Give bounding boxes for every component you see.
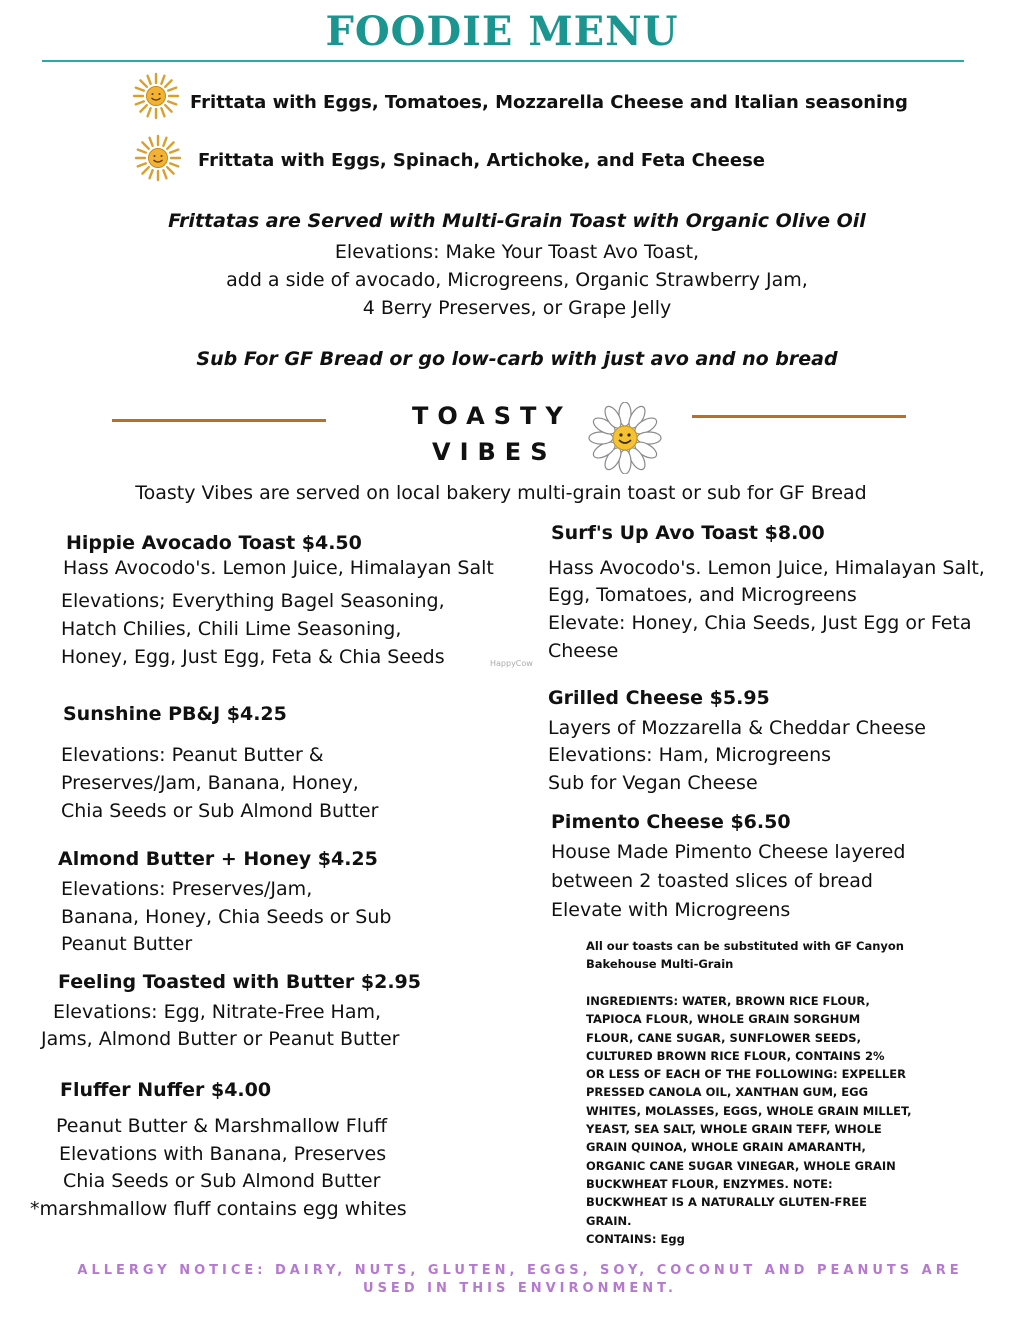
frittata-served: Frittatas are Served with Multi-Grain Toast with Organic Olive Oil [168, 210, 866, 232]
menu-title: FOODIE MENU [325, 8, 679, 55]
item-title-surfs-up: Surf's Up Avo Toast $8.00 [551, 522, 825, 544]
item-line: Cheese [548, 640, 619, 662]
item-title-almond-butter: Almond Butter + Honey $4.25 [58, 848, 378, 870]
section-title-line1: TOASTY [412, 402, 572, 430]
item-line: Elevations with Banana, Preserves [59, 1143, 387, 1165]
section-title-line2: VIBES [432, 438, 557, 466]
item-line: Egg, Tomatoes, and Microgreens [548, 584, 857, 606]
item-line: Elevations: Egg, Nitrate-Free Ham, [53, 1001, 382, 1023]
item-line: Layers of Mozzarella & Cheddar Cheese [548, 717, 926, 739]
item-title-hippie-avocado: Hippie Avocado Toast $4.50 [66, 532, 362, 554]
item-line: *marshmallow fluff contains egg whites [30, 1198, 407, 1220]
item-line: Chia Seeds or Sub Almond Butter [61, 800, 379, 822]
gf-note-intro: All our toasts can be substituted with GF Canyon Bakehouse Multi-Grain [586, 939, 904, 972]
item-title-grilled-cheese: Grilled Cheese $5.95 [548, 687, 770, 709]
sun-icon [132, 72, 180, 120]
item-line: Peanut Butter [61, 933, 193, 955]
item-line: House Made Pimento Cheese layered [551, 841, 906, 863]
item-line: Banana, Honey, Chia Seeds or Sub [61, 906, 392, 928]
item-line: Hatch Chilies, Chili Lime Seasoning, [61, 618, 402, 640]
gf-ingredients: INGREDIENTS: WATER, BROWN RICE FLOUR, TAPIOCA FLOUR, WHOLE GRAIN SORGHUM FLOUR, CANE SUGAR, SUNFLOWER SEEDS, CULTURED BROWN RICE FLOUR, CONTAINS 2% OR LESS OF EACH OF THE FOLLOWING: EXPELLER PRESSED CANOLA OIL, XANTHAN GUM, EGG WHITES, MOLASSES, EGGS, WHOLE GRAIN MILLET, YEAST, SEA SALT, WHOLE GRAIN TEFF, WHOLE GRAIN QUINOA, WHOLE GRAIN AMARANTH, ORGANIC CANE SUGAR VINEGAR, WHOLE GRAIN BUCKWHEAT FLOUR, ENZYMES. NOTE: BUCKWHEAT IS A NATURALLY GLUTEN-FREE GRAIN. CONTAINS: Egg [586, 994, 912, 1246]
sun-icon [134, 134, 182, 182]
item-title-pimento-cheese: Pimento Cheese $6.50 [551, 811, 791, 833]
frittata-elevations-line: 4 Berry Preserves, or Grape Jelly [362, 297, 672, 319]
title-divider [42, 60, 964, 62]
item-line: Hass Avocodo's. Lemon Juice, Himalayan Salt [63, 557, 494, 579]
item-line: Elevations: Peanut Butter & [61, 744, 324, 766]
item-line: Elevate with Microgreens [551, 899, 791, 921]
item-line: Sub for Vegan Cheese [548, 772, 758, 794]
watermark: HappyCow [490, 659, 533, 668]
item-line: Honey, Egg, Just Egg, Feta & Chia Seeds [61, 646, 445, 668]
allergy-notice: ALLERGY NOTICE: DAIRY, NUTS, GLUTEN, EGGS, SOY, COCONUT AND PEANUTS ARE USED IN THIS ENVIRONMENT. [77, 1263, 963, 1296]
item-line: Elevations; Everything Bagel Seasoning, [61, 590, 445, 612]
item-line: Jams, Almond Butter or Peanut Butter [41, 1028, 400, 1050]
item-line: Preserves/Jam, Banana, Honey, [61, 772, 359, 794]
daisy-icon [588, 402, 662, 474]
frittata-item-2: Frittata with Eggs, Spinach, Artichoke, and Feta Cheese [198, 150, 765, 171]
item-line: Elevate: Honey, Chia Seeds, Just Egg or Feta [548, 612, 972, 634]
item-line: Elevations: Ham, Microgreens [548, 744, 832, 766]
item-line: Elevations: Preserves/Jam, [61, 878, 313, 900]
item-line: Hass Avocodo's. Lemon Juice, Himalayan Salt, [548, 557, 985, 579]
item-line: Peanut Butter & Marshmallow Fluff [56, 1115, 388, 1137]
item-line: between 2 toasted slices of bread [551, 870, 873, 892]
frittata-elevations-line: add a side of avocado, Microgreens, Organic Strawberry Jam, [226, 269, 808, 291]
section-divider-right [692, 415, 906, 418]
frittata-elevations-line: Elevations: Make Your Toast Avo Toast, [334, 241, 700, 263]
item-title-feeling-toasted: Feeling Toasted with Butter $2.95 [58, 971, 421, 993]
section-subtitle: Toasty Vibes are served on local bakery multi-grain toast or sub for GF Bread [135, 482, 867, 504]
frittata-sub: Sub For GF Bread or go low-carb with just avo and no bread [196, 348, 838, 370]
item-line: Chia Seeds or Sub Almond Butter [63, 1170, 381, 1192]
frittata-item-1: Frittata with Eggs, Tomatoes, Mozzarella Cheese and Italian seasoning [190, 92, 908, 113]
item-title-sunshine-pbj: Sunshine PB&J $4.25 [63, 703, 287, 725]
item-title-fluffer-nuffer: Fluffer Nuffer $4.00 [60, 1079, 272, 1101]
section-divider-left [112, 419, 326, 422]
